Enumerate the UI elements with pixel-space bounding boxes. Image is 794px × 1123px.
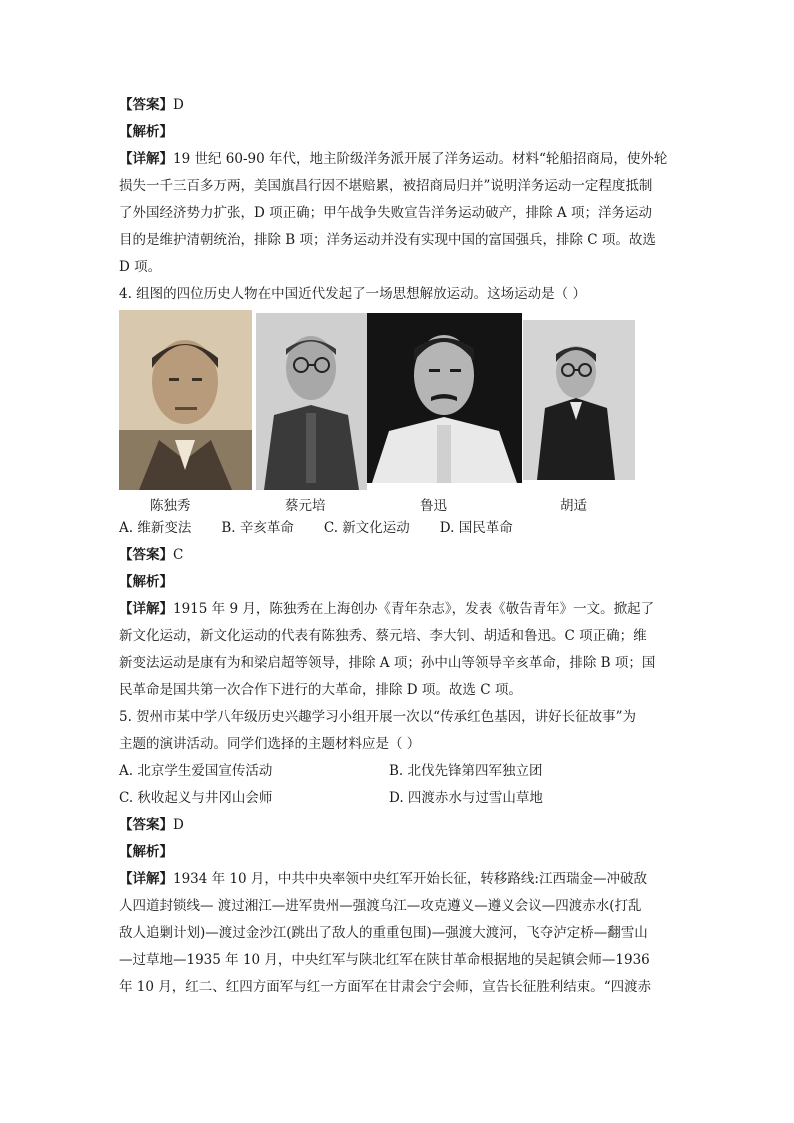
q5-answer: 【答案】D [119,817,184,833]
q4-answer: 【答案】C [119,547,184,563]
q5-detail-line: 敌人追剿计划)—渡过金沙江(跳出了敌人的重重包围)—强渡大渡河，飞夺泸定桥—翻雪山 [119,925,648,941]
q4-question: 4. 组图的四位历史人物在中国近代发起了一场思想解放运动。这场运动是（ ） [119,286,586,302]
q3-detail-line: 【详解】19 世纪 60-90 年代，地主阶级洋务派开展了洋务运动。材料“轮船招商局，使外轮 [119,151,668,167]
q5-options-row [119,758,659,785]
portrait-cai-yuanpei [256,313,367,490]
q4-detail-line: 新文化运动，新文化运动的代表有陈独秀、蔡元培、李大钊、胡适和鲁迅。C 项正确；维 [119,628,647,644]
q4-detail-line: 【详解】1915 年 9 月，陈独秀在上海创办《青年杂志》，发表《敬告青年》一文。掀起了 [119,601,655,617]
q4-photo-group [119,310,659,515]
caption-hu-shi: 胡适 [560,498,587,514]
q5-question-line: 主题的演讲活动。同学们选择的主题材料应是（ ） [119,736,421,752]
q5-detail-line: 【详解】1934 年 10 月，中共中央率领中央红军开始长征，转移路线:江西瑞金—冲破敌 [119,871,647,887]
q5-question-line: 5. 贺州市某中学八年级历史兴趣学习小组开展一次以“传承红色基因，讲好长征故事”为 [119,709,636,725]
caption-lu-xun: 鲁迅 [420,498,447,514]
portrait-chen-duxiu [119,310,252,490]
q5-option-b: B. 北伐先锋第四军独立团 [389,763,543,779]
q5-option-d: D. 四渡赤水与过雪山草地 [389,790,543,806]
q4-option-c: C. 新文化运动 [323,520,410,536]
q4-option-b: B. 辛亥革命 [221,520,294,536]
q4-option-a: A. 维新变法 [119,520,192,536]
q5-detail-line: 人四道封锁线— 渡过湘江—进军贵州—强渡乌江—攻克遵义—遵义会议—四渡赤水(打乱 [119,898,642,914]
q4-option-d: D. 国民革命 [439,520,513,536]
q5-analysis-label: 【解析】 [119,844,173,860]
q4-detail-line: 民革命是国共第一次合作下进行的大革命，排除 D 项。故选 C 项。 [119,682,522,698]
q3-analysis-label: 【解析】 [119,124,173,140]
document-page [119,92,668,1001]
q5-option-c: C. 秋收起义与井冈山会师 [119,790,273,806]
portrait-hu-shi [523,320,635,480]
q3-detail-line: 目的是维护清朝统治，排除 B 项；洋务运动并没有实现中国的富国强兵，排除 C 项。故选 [119,232,656,248]
q3-detail-line: D 项。 [119,259,162,275]
q3-detail-line: 了外国经济势力扩张，D 项正确；甲午战争失败宣告洋务运动破产，排除 A 项；洋务运动 [119,205,652,221]
q3-detail-line: 损失一千三百多万两，美国旗昌行因不堪赔累，被招商局归并”说明洋务运动一定程度抵制 [119,178,653,194]
caption-chen-duxiu: 陈独秀 [150,498,191,514]
q5-options-row [119,785,659,812]
q4-analysis-label: 【解析】 [119,574,173,590]
q5-option-a: A. 北京学生爱国宣传活动 [119,763,273,779]
caption-cai-yuanpei: 蔡元培 [285,498,326,514]
q4-detail-line: 新变法运动是康有为和梁启超等领导，排除 A 项；孙中山等领导辛亥革命，排除 B 项；国 [119,655,656,671]
portrait-lu-xun [367,313,522,483]
q3-answer: 【答案】D [119,97,184,113]
q5-detail-line: 年 10 月，红二、红四方面军与红一方面军在甘肃会宁会师，宣告长征胜利结束。“四渡赤 [119,979,652,995]
q5-detail-line: —过草地—1935 年 10 月，中央红军与陕北红军在陕甘革命根据地的吴起镇会师—1936 [119,952,650,968]
